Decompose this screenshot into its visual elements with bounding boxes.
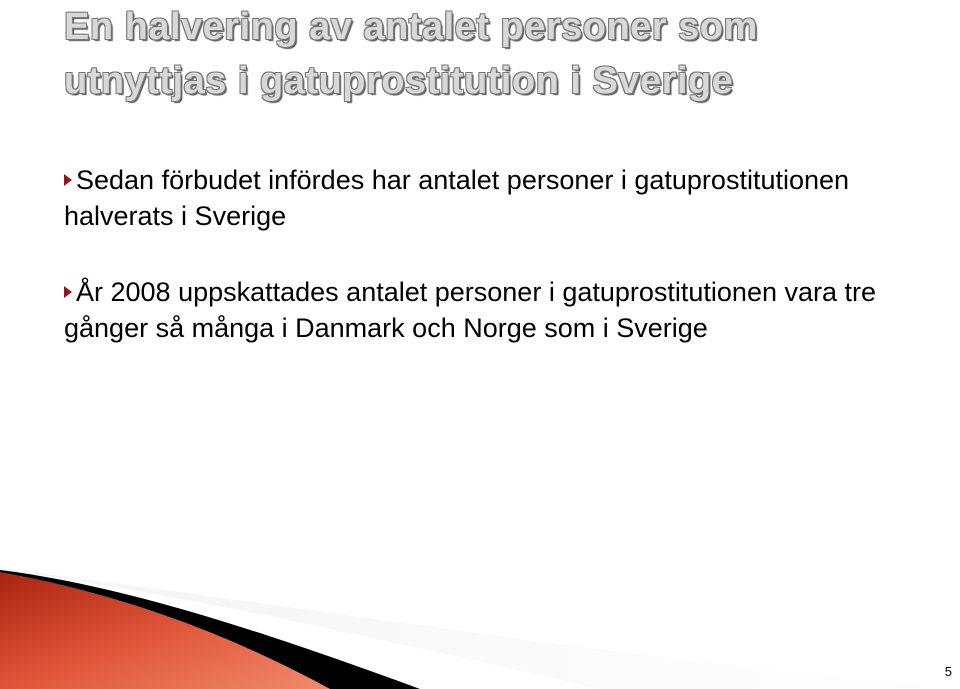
bullet-item [64, 162, 934, 234]
bullet-item [64, 274, 934, 346]
bullet-text: År 2008 uppskattades antalet personer i gatuprostitutionen vara tre gånger så många i Danmark och Norge som i Sverige [64, 277, 877, 343]
page-number: 5 [944, 664, 952, 679]
decorative-swoosh [0, 560, 960, 689]
bullet-arrow-icon [64, 286, 72, 298]
slide-title-line-2: utnyttjas i gatuprostitution i Sverige [64, 60, 734, 102]
slide-title-line-1: En halvering av antalet personer som [64, 6, 758, 48]
bullet-arrow-icon [64, 174, 72, 186]
slide-title [64, 0, 924, 108]
bullet-list [64, 162, 934, 386]
bullet-text: Sedan förbudet infördes har antalet personer i gatuprostitutionen halverats i Sverige [64, 165, 850, 231]
